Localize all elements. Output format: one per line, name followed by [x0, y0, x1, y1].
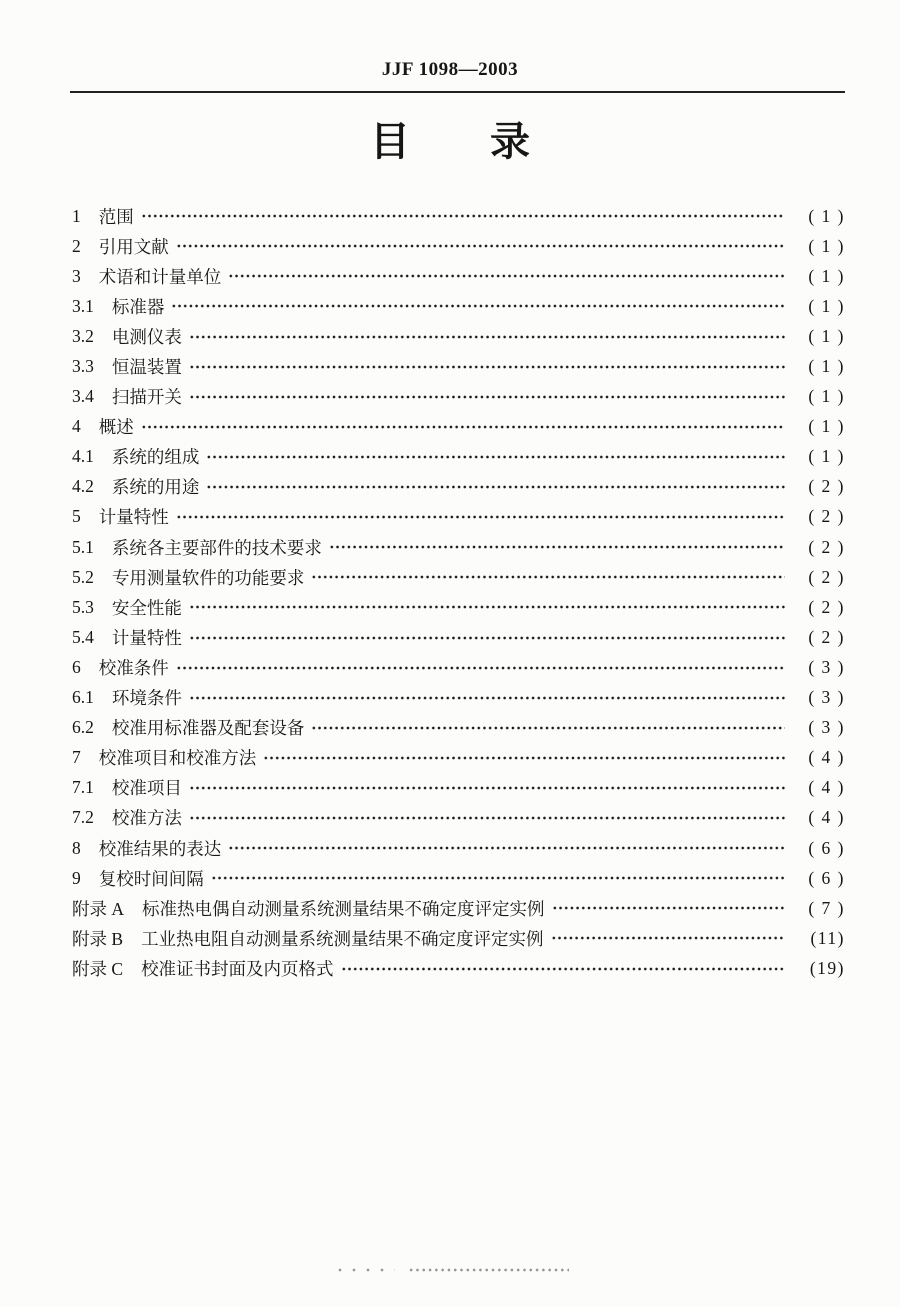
toc-entry-page: ( 2 ) — [808, 566, 845, 587]
toc-entry-label: 系统的组成 — [111, 447, 200, 468]
toc-entry-label: 安全性能 — [111, 597, 182, 618]
toc-entry-page: ( 2 ) — [808, 506, 845, 527]
toc-leader-dots — [189, 683, 785, 713]
toc-entry — [72, 472, 845, 502]
toc-entry-number: 6.2 — [72, 717, 94, 738]
toc-leader-dots — [263, 743, 785, 773]
toc-entry — [72, 953, 845, 983]
toc-entry-number: 7 — [72, 747, 81, 768]
toc-leader-dots — [189, 321, 785, 351]
toc-entry — [72, 532, 845, 562]
toc-entry-label: 标准热电偶自动测量系统测量结果不确定度评定实例 — [142, 898, 545, 919]
toc-leader-dots — [329, 532, 785, 562]
toc-entry-label: 校准项目和校准方法 — [98, 748, 257, 769]
toc-entry — [72, 863, 845, 893]
toc-entry — [72, 351, 845, 381]
toc-entry-page: ( 2 ) — [808, 626, 845, 647]
toc-leader-dots — [189, 622, 785, 652]
toc-entry — [72, 652, 845, 682]
toc-entry — [72, 803, 845, 833]
toc-entry — [72, 562, 845, 592]
toc-entry-label: 复校时间间隔 — [98, 868, 204, 889]
toc-entry — [72, 231, 845, 261]
toc-entry-number: 5.3 — [72, 596, 94, 617]
toc-entry-page: ( 3 ) — [808, 717, 845, 738]
toc-entry-number: 5.4 — [72, 626, 94, 647]
page-header — [0, 0, 900, 81]
toc-entry — [72, 893, 845, 923]
toc-entry-page: ( 3 ) — [808, 687, 845, 708]
toc-leader-dots — [206, 472, 785, 502]
toc-entry-page: ( 1 ) — [808, 446, 845, 467]
footer-dots-dense — [408, 1266, 569, 1274]
toc-entry-number: 9 — [72, 867, 81, 888]
toc-entry-label: 术语和计量单位 — [98, 266, 222, 287]
toc-list — [72, 201, 845, 983]
toc-entry-number: 3.4 — [72, 386, 94, 407]
toc-entry-page: ( 1 ) — [808, 325, 845, 346]
toc-leader-dots — [311, 562, 785, 592]
toc-entry — [72, 592, 845, 622]
toc-entry-number: 4.1 — [72, 446, 94, 467]
toc-entry-number: 4.2 — [72, 476, 94, 497]
toc-entry-label: 校准用标准器及配套设备 — [111, 718, 305, 739]
toc-entry-label: 环境条件 — [111, 688, 182, 709]
toc-entry-label: 校准项目 — [111, 778, 182, 799]
toc-entry — [72, 683, 845, 713]
toc-entry-page: ( 6 ) — [808, 867, 845, 888]
toc-entry-label: 校准方法 — [111, 808, 182, 829]
toc-entry-page: ( 2 ) — [808, 476, 845, 497]
toc-entry-label: 扫描开关 — [111, 387, 182, 408]
toc-entry-number: 6.1 — [72, 687, 94, 708]
toc-leader-dots — [341, 953, 785, 983]
toc-entry-number: 3.1 — [72, 295, 94, 316]
toc-entry-number: 5 — [72, 506, 81, 527]
toc-entry-number: 1 — [72, 205, 81, 226]
toc-entry-number: 3.3 — [72, 356, 94, 377]
toc-entry-number: 7.2 — [72, 807, 94, 828]
toc-entry-label: 计量特性 — [111, 627, 182, 648]
header-rule — [70, 91, 845, 93]
toc-entry-number: 3.2 — [72, 325, 94, 346]
toc-leader-dots — [206, 442, 785, 472]
toc-entry-label: 系统各主要部件的技术要求 — [111, 537, 322, 558]
toc-entry-page: ( 2 ) — [808, 596, 845, 617]
toc-entry-number: 7.1 — [72, 777, 94, 798]
toc-entry — [72, 833, 845, 863]
toc-leader-dots — [552, 893, 785, 923]
toc-entry-page: ( 1 ) — [808, 386, 845, 407]
toc-entry-page: ( 7 ) — [808, 897, 845, 918]
toc-entry — [72, 261, 845, 291]
toc-leader-dots — [189, 773, 785, 803]
toc-leader-dots — [141, 201, 785, 231]
toc-leader-dots — [176, 502, 785, 532]
toc-entry — [72, 743, 845, 773]
toc-entry — [72, 412, 845, 442]
toc-leader-dots — [141, 412, 785, 442]
toc-entry-label: 概述 — [98, 417, 134, 438]
toc-leader-dots — [176, 652, 785, 682]
toc-entry — [72, 442, 845, 472]
toc-leader-dots — [189, 351, 785, 381]
toc-entry-number: 附录 C — [72, 958, 124, 979]
toc-entry-label: 电测仪表 — [111, 326, 182, 347]
toc-entry-page: ( 4 ) — [808, 777, 845, 798]
toc-leader-dots — [211, 863, 785, 893]
toc-entry-label: 专用测量软件的功能要求 — [111, 567, 305, 588]
toc-entry-label: 范围 — [98, 206, 134, 227]
toc-entry-page: ( 1 ) — [808, 265, 845, 286]
toc-entry — [72, 773, 845, 803]
toc-leader-dots — [551, 923, 785, 953]
toc-entry-label: 校准结果的表达 — [98, 838, 222, 859]
toc-entry-page: ( 2 ) — [808, 536, 845, 557]
toc-entry — [72, 291, 845, 321]
toc-entry-number: 附录 B — [72, 928, 124, 949]
toc-entry — [72, 923, 845, 953]
toc-entry-page: ( 1 ) — [808, 295, 845, 316]
toc-leader-dots — [176, 231, 785, 261]
toc-leader-dots — [311, 713, 785, 743]
toc-entry-page: (19) — [809, 957, 845, 978]
toc-entry-page: ( 4 ) — [808, 747, 845, 768]
toc-entry-number: 8 — [72, 837, 81, 858]
toc-entry-label: 工业热电阻自动测量系统测量结果不确定度评定实例 — [141, 928, 544, 949]
toc-entry-label: 标准器 — [111, 296, 165, 317]
toc-entry-page: ( 3 ) — [808, 656, 845, 677]
toc-entry-page: ( 1 ) — [808, 205, 845, 226]
toc-entry-number: 3 — [72, 265, 81, 286]
toc-entry-label: 引用文献 — [98, 236, 169, 257]
footer-dots-sparse — [333, 1266, 395, 1274]
footer-dots — [333, 1266, 569, 1274]
toc-entry-page: (11) — [810, 927, 845, 948]
page-title: 目 录 — [370, 119, 530, 164]
toc-leader-dots — [189, 382, 785, 412]
toc-entry-page: ( 1 ) — [808, 235, 845, 256]
toc-entry — [72, 382, 845, 412]
toc-leader-dots — [189, 803, 785, 833]
toc-entry-number: 4 — [72, 416, 81, 437]
toc-entry-page: ( 1 ) — [808, 356, 845, 377]
standard-code: JJF 1098—2003 — [381, 59, 519, 80]
toc-entry-label: 校准条件 — [98, 657, 169, 678]
toc-entry-number: 附录 A — [72, 898, 125, 919]
toc-entry — [72, 502, 845, 532]
toc-leader-dots — [228, 261, 785, 291]
toc-entry-number: 6 — [72, 656, 81, 677]
toc-entry-label: 恒温装置 — [111, 357, 182, 378]
toc-leader-dots — [171, 291, 785, 321]
toc-entry-label: 校准证书封面及内页格式 — [141, 958, 334, 979]
toc-entry-number: 5.2 — [72, 566, 94, 587]
toc-entry — [72, 713, 845, 743]
toc-leader-dots — [228, 833, 785, 863]
toc-entry-page: ( 1 ) — [808, 416, 845, 437]
toc-entry — [72, 321, 845, 351]
toc-entry-page: ( 4 ) — [808, 807, 845, 828]
toc-entry-label: 系统的用途 — [111, 477, 200, 498]
toc-entry-label: 计量特性 — [98, 507, 169, 528]
toc-entry — [72, 622, 845, 652]
toc-entry-number: 2 — [72, 235, 81, 256]
toc-leader-dots — [189, 592, 785, 622]
toc-entry — [72, 201, 845, 231]
toc-entry-number: 5.1 — [72, 536, 94, 557]
toc-entry-page: ( 6 ) — [808, 837, 845, 858]
